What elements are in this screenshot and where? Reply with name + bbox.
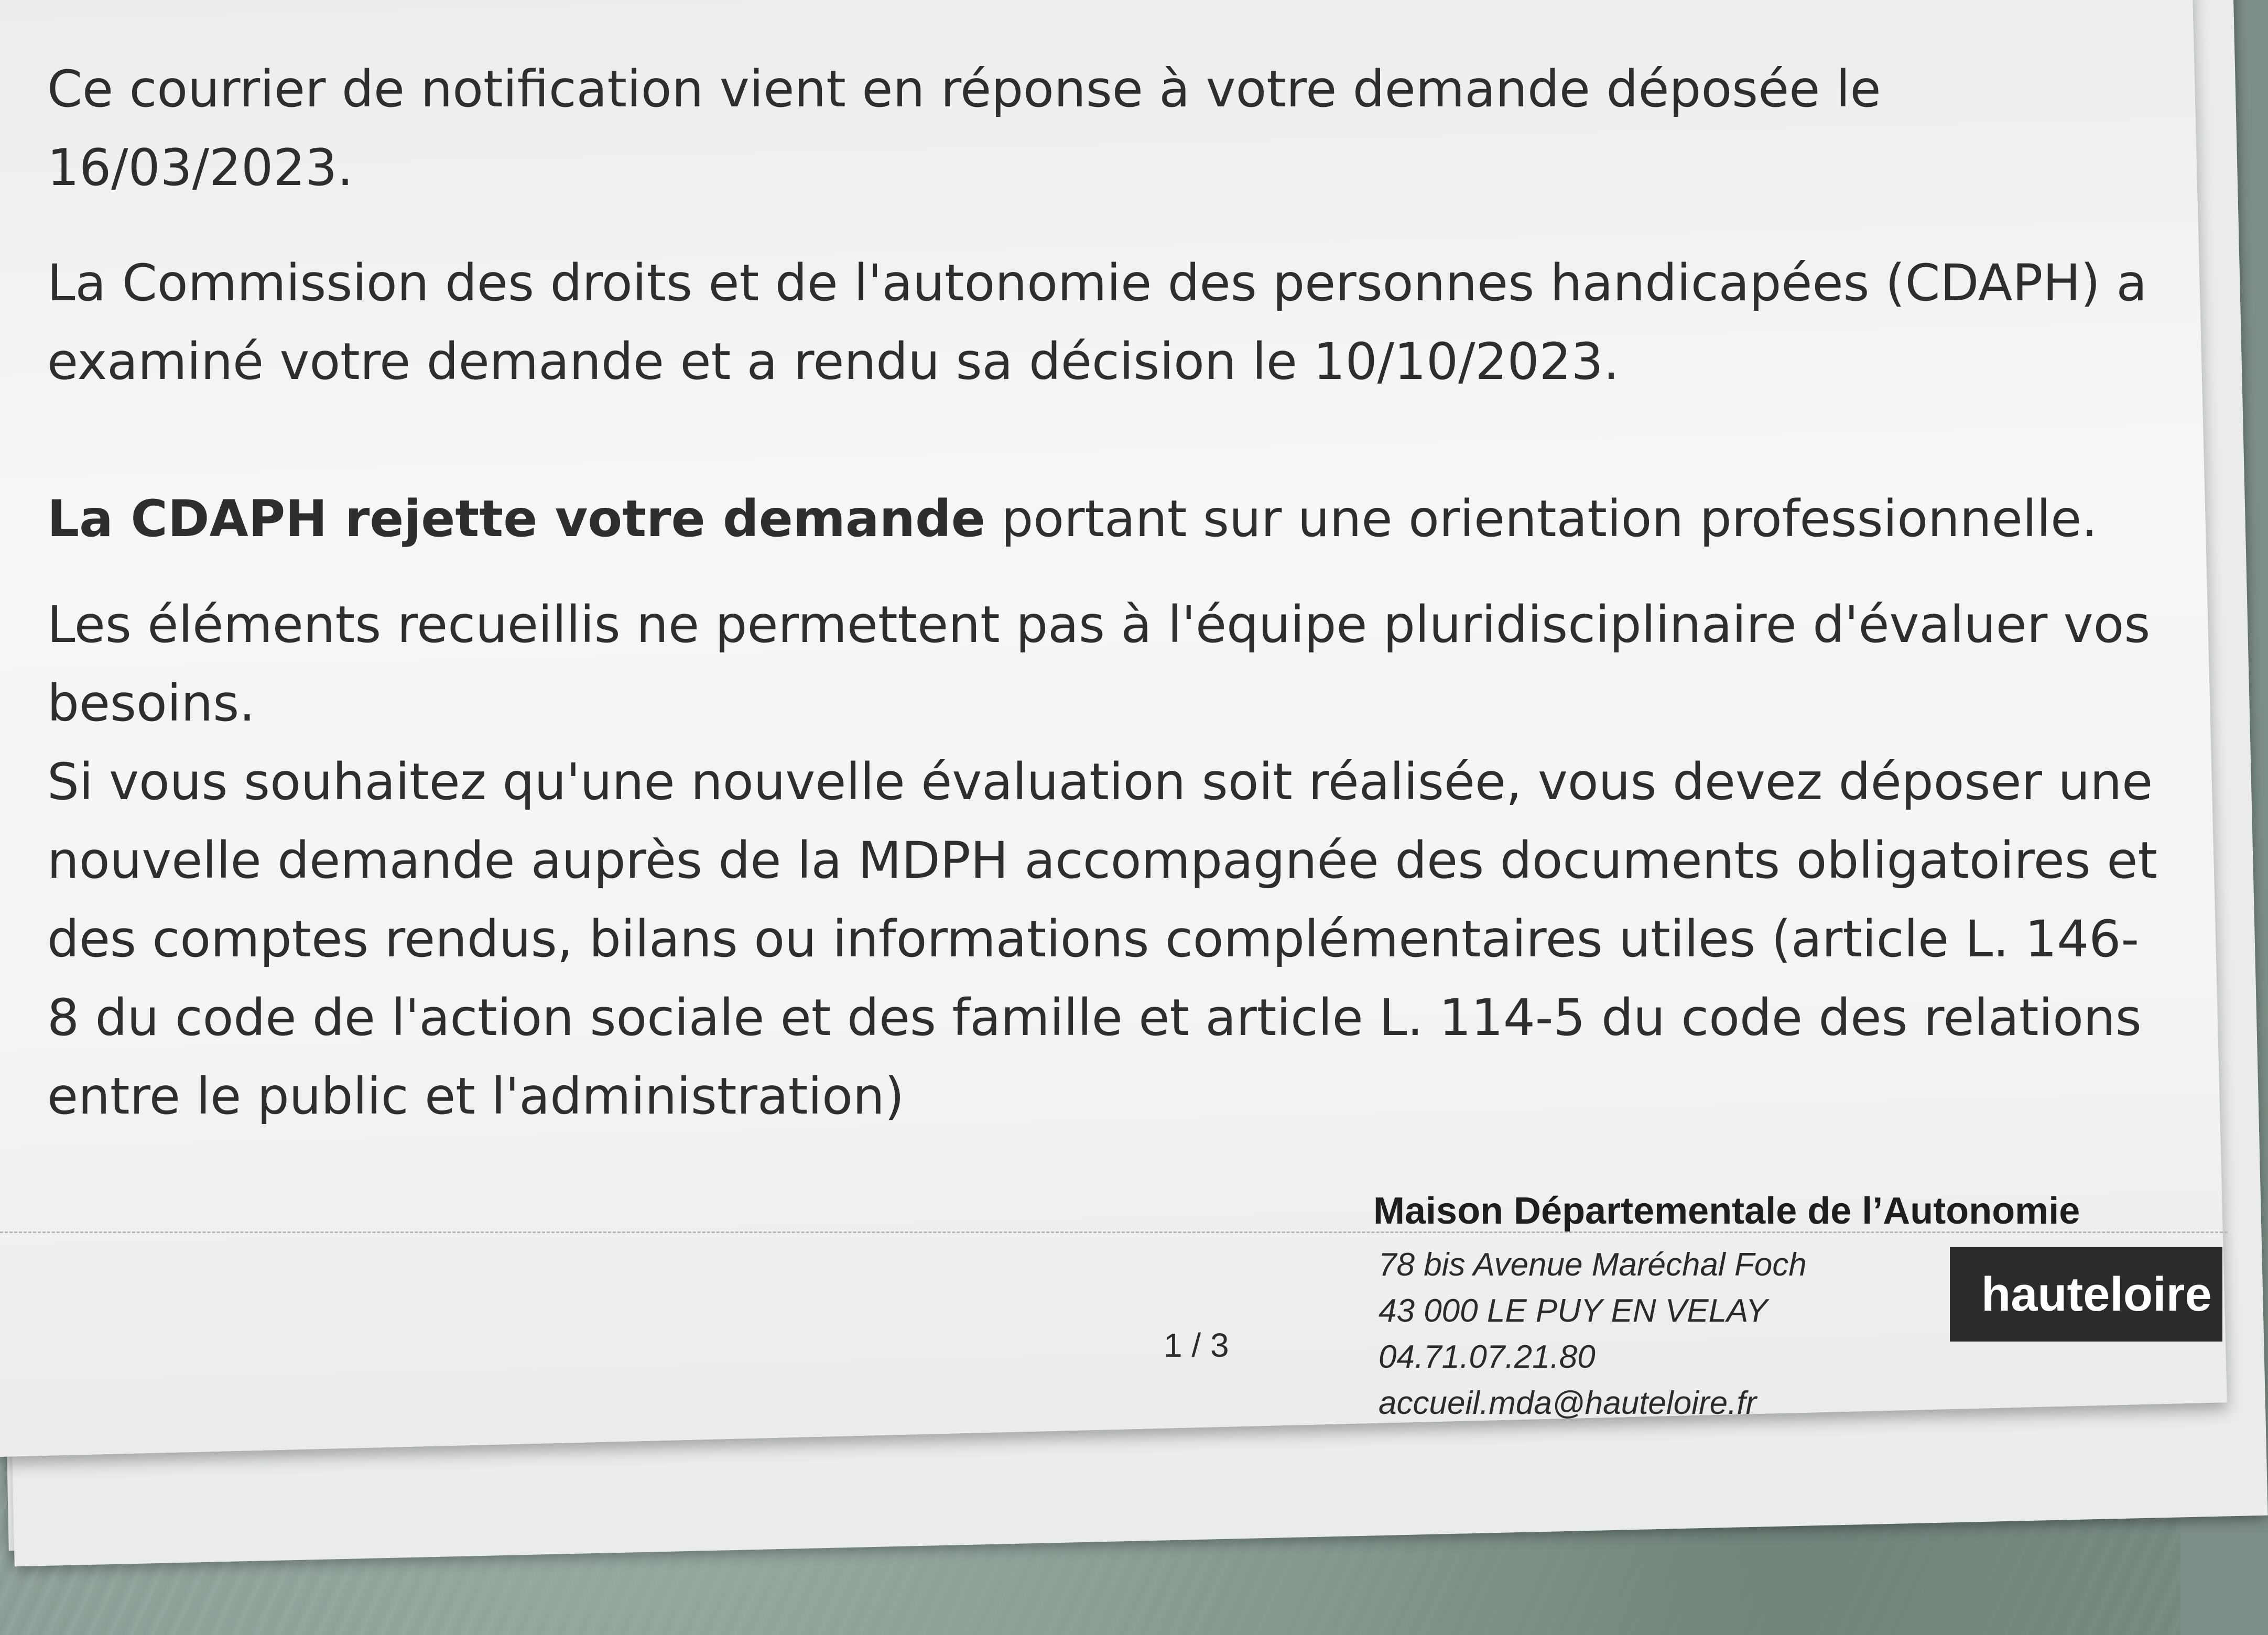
evaluation-paragraph: Les éléments recueillis ne permettent pas à l'équipe pluridisciplinaire d'évaluer vos besoins. xyxy=(47,595,2151,733)
address-line: 43 000 LE PUY EN VELAY xyxy=(1379,1293,1768,1329)
organization-address xyxy=(1379,1242,1807,1426)
decision-paragraph xyxy=(47,479,2170,558)
address-line: 78 bis Avenue Maréchal Foch xyxy=(1379,1247,1807,1283)
new-request-paragraph: Si vous souhaitez qu'une nouvelle évaluation soit réalisée, vous devez déposer une nouvelle demande auprès de la MDPH accompagnée des documents obligatoires et des comptes rendus, bilans ou informations complémentaires utiles (article L. 146-8 du code de l'action sociale et des famille et article L. 114-5 du code des relations entre le public et l'administration) xyxy=(47,753,2158,1126)
letter-body xyxy=(47,50,2170,1136)
organization-name: Maison Départementale de l’Autonomie xyxy=(1373,1190,2080,1232)
decision-text: portant sur une orientation professionnelle. xyxy=(985,489,2098,548)
email-address: accueil.mda@hauteloire.fr xyxy=(1379,1385,1757,1421)
decision-bold-text: La CDAPH rejette votre demande xyxy=(47,489,985,548)
phone-number: 04.71.07.21.80 xyxy=(1379,1339,1596,1375)
notification-paragraph: Ce courrier de notification vient en réponse à votre demande déposée le 16/03/2023. xyxy=(47,60,1881,197)
hauteloire-logo: hauteloire xyxy=(1950,1247,2222,1342)
commission-paragraph: La Commission des droits et de l'autonomie des personnes handicapées (CDAPH) a examiné votre demande et a rendu sa décision le 10/10/2023. xyxy=(47,254,2147,391)
page-number: 1 / 3 xyxy=(1164,1326,1229,1365)
